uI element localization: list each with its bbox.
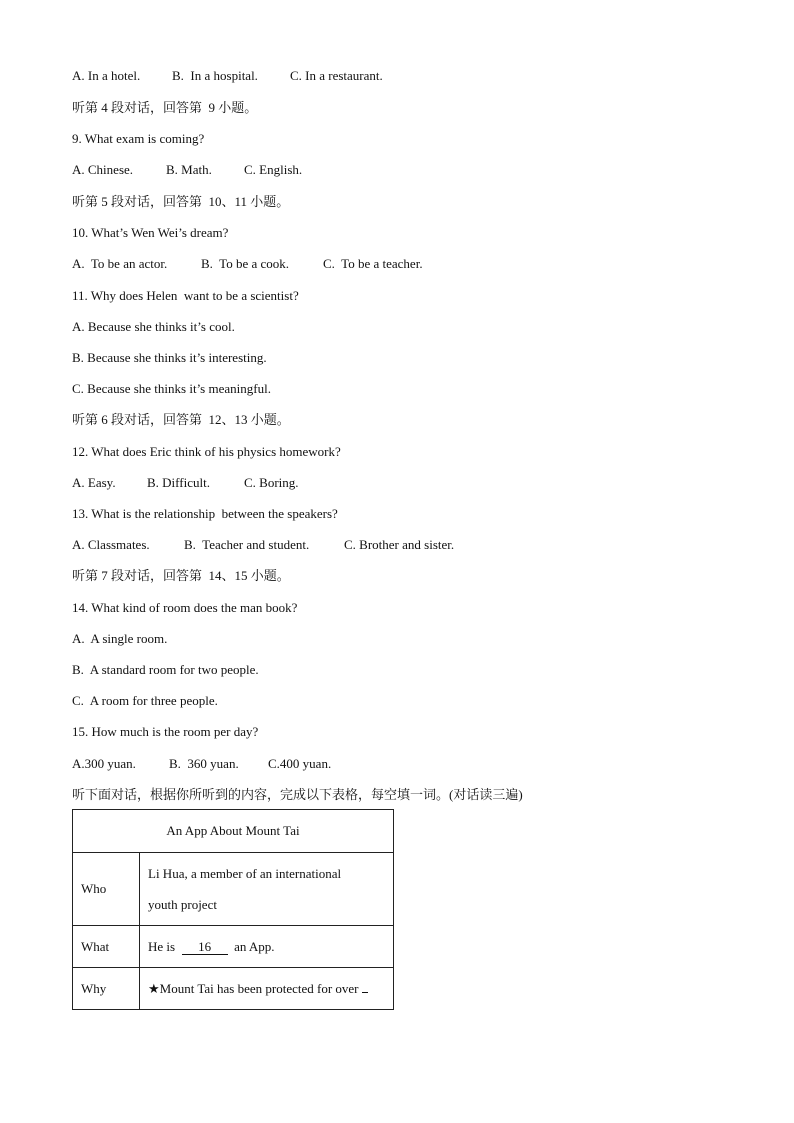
option-c: C. In a restaurant. bbox=[290, 68, 383, 83]
row-content-who bbox=[140, 853, 394, 926]
table-row bbox=[73, 926, 394, 968]
table-title: An App About Mount Tai bbox=[73, 810, 394, 853]
row-label-who: Who bbox=[73, 853, 140, 926]
options-row bbox=[72, 475, 299, 491]
option-c: C. Boring. bbox=[244, 475, 299, 490]
question-text: 14. What kind of room does the man book? bbox=[72, 600, 298, 615]
option-a: A. To be an actor. bbox=[72, 256, 168, 271]
option-text: B. A standard room for two people. bbox=[72, 662, 259, 677]
why-text: ★Mount Tai has been protected for over bbox=[148, 980, 362, 996]
option-text: B. Because she thinks it’s interesting. bbox=[72, 350, 267, 365]
option-a: A.300 yuan. bbox=[72, 756, 136, 771]
option-text: C. Because she thinks it’s meaningful. bbox=[72, 381, 271, 396]
row-content-what bbox=[140, 926, 394, 968]
option-b: B. To be a cook. bbox=[201, 256, 290, 271]
options-row bbox=[72, 756, 331, 772]
option-a: A. Easy. bbox=[72, 475, 116, 490]
option-b: B. In a hospital. bbox=[172, 68, 258, 83]
what-after: an App. bbox=[227, 938, 275, 954]
table-header-row bbox=[73, 810, 394, 853]
option-c: C.400 yuan. bbox=[268, 756, 332, 771]
option-b: B. Teacher and student. bbox=[184, 537, 310, 552]
option-text: C. A room for three people. bbox=[72, 693, 218, 708]
blank-17-start[interactable] bbox=[362, 982, 368, 993]
info-table bbox=[72, 809, 394, 1010]
option-b: B. 360 yuan. bbox=[169, 756, 239, 771]
option-c: C. Brother and sister. bbox=[344, 537, 455, 552]
who-text: Li Hua, a member of an international youth project bbox=[148, 866, 342, 912]
options-row bbox=[72, 256, 423, 272]
option-text: A. Because she thinks it’s cool. bbox=[72, 319, 235, 334]
question-text: 13. What is the relationship between the speakers? bbox=[72, 506, 338, 521]
section-instruction: 听第 5 段对话，回答第 10、11 小题。 bbox=[72, 194, 290, 209]
blank-16[interactable]: 16 bbox=[182, 940, 228, 955]
option-c: C. To be a teacher. bbox=[323, 256, 423, 271]
options-row bbox=[72, 68, 383, 84]
option-b: B. Difficult. bbox=[147, 475, 210, 490]
section-instruction: 听第 7 段对话，回答第 14、15 小题。 bbox=[72, 568, 290, 583]
section-instruction: 听第 6 段对话，回答第 12、13 小题。 bbox=[72, 412, 290, 427]
table-row bbox=[73, 853, 394, 926]
row-content-why bbox=[140, 968, 394, 1010]
options-row bbox=[72, 162, 302, 178]
options-row bbox=[72, 537, 454, 553]
question-text: 15. How much is the room per day? bbox=[72, 724, 259, 739]
question-text: 11. Why does Helen want to be a scientist? bbox=[72, 288, 299, 303]
option-a: A. Classmates. bbox=[72, 537, 150, 552]
section-instruction: 听第 4 段对话，回答第 9 小题。 bbox=[72, 100, 258, 115]
option-c: C. English. bbox=[244, 162, 303, 177]
option-a: A. In a hotel. bbox=[72, 68, 141, 83]
question-text: 10. What’s Wen Wei’s dream? bbox=[72, 225, 229, 240]
option-text: A. A single room. bbox=[72, 631, 168, 646]
option-b: B. Math. bbox=[166, 162, 212, 177]
option-a: A. Chinese. bbox=[72, 162, 134, 177]
what-before: He is bbox=[148, 938, 182, 954]
row-label-what: What bbox=[73, 926, 140, 968]
table-row bbox=[73, 968, 394, 1010]
question-text: 9. What exam is coming? bbox=[72, 131, 205, 146]
row-label-why: Why bbox=[73, 968, 140, 1010]
section-instruction: 听下面对话，根据你所听到的内容，完成以下表格，每空填一词。(对话读三遍) bbox=[72, 787, 523, 802]
question-text: 12. What does Eric think of his physics homework? bbox=[72, 444, 341, 459]
